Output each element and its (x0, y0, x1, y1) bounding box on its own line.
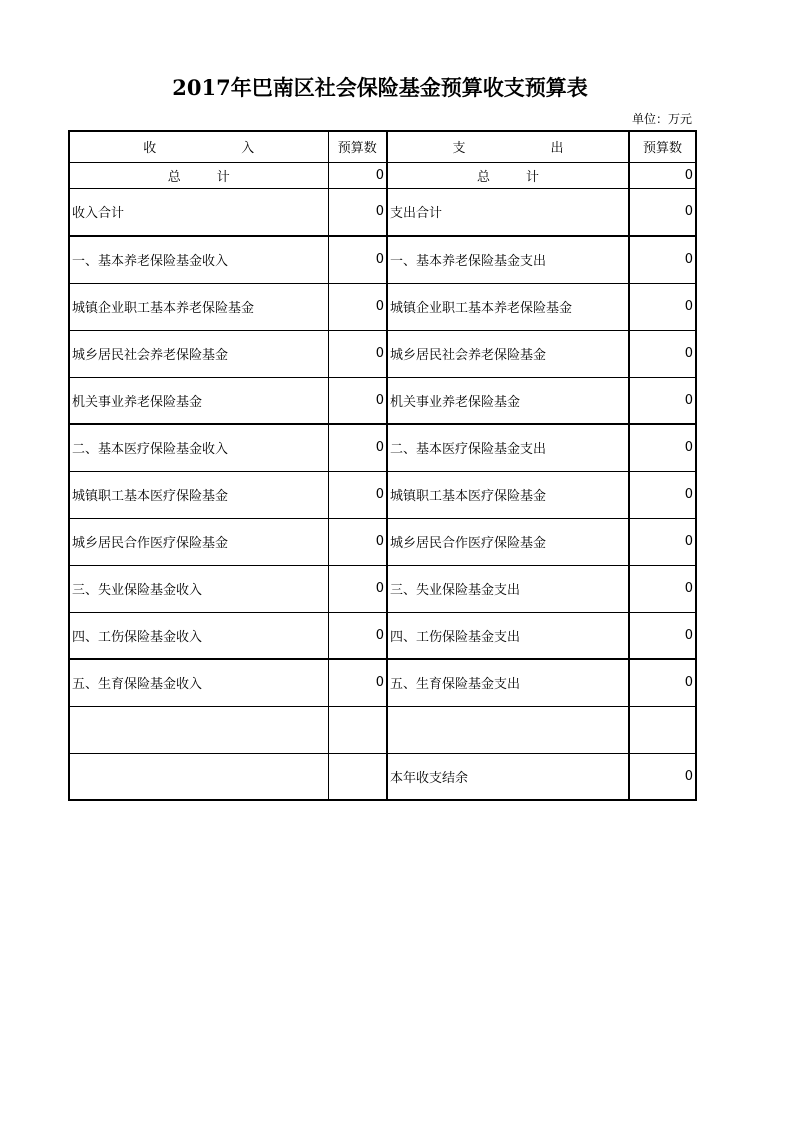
income-item: 城镇职工基本医疗保险基金 (69, 471, 328, 518)
empty-cell (69, 753, 328, 800)
expense-item: 城乡居民合作医疗保险基金 (387, 518, 629, 565)
expense-item: 四、工伤保险基金支出 (387, 612, 629, 659)
balance-label: 本年收支结余 (387, 753, 629, 800)
income-item: 城乡居民合作医疗保险基金 (69, 518, 328, 565)
table-row (69, 612, 696, 659)
table-row (69, 471, 696, 518)
table-row (69, 565, 696, 612)
income-item: 二、基本医疗保险基金收入 (69, 424, 328, 471)
table-row (69, 188, 696, 236)
expense-value: 0 (629, 424, 696, 471)
empty-cell (328, 753, 387, 800)
income-value: 0 (328, 330, 387, 377)
balance-value: 0 (629, 753, 696, 800)
income-value: 0 (328, 612, 387, 659)
expense-value: 0 (629, 330, 696, 377)
income-item: 四、工伤保险基金收入 (69, 612, 328, 659)
income-value: 0 (328, 471, 387, 518)
empty-cell (629, 706, 696, 753)
table-row (69, 283, 696, 330)
table-row (69, 377, 696, 424)
income-item: 三、失业保险基金收入 (69, 565, 328, 612)
expense-total-label: 总 计 (387, 162, 629, 188)
expense-total-value: 0 (629, 162, 696, 188)
income-value: 0 (328, 377, 387, 424)
expense-value: 0 (629, 236, 696, 283)
empty-cell (328, 706, 387, 753)
income-item: 城乡居民社会养老保险基金 (69, 330, 328, 377)
total-row (69, 162, 696, 188)
expense-value: 0 (629, 565, 696, 612)
expense-header: 支 出 (387, 131, 629, 162)
income-value: 0 (328, 659, 387, 706)
income-item: 收入合计 (69, 188, 328, 236)
expense-item: 五、生育保险基金支出 (387, 659, 629, 706)
expense-value: 0 (629, 659, 696, 706)
income-value: 0 (328, 518, 387, 565)
budget-table (68, 130, 697, 801)
empty-cell (387, 706, 629, 753)
unit-label: 单位：万元 (631, 112, 692, 126)
table-row (69, 424, 696, 471)
income-total-value: 0 (328, 162, 387, 188)
expense-item: 机关事业养老保险基金 (387, 377, 629, 424)
page-title: 2017年巴南区社会保险基金预算收支预算表 (172, 75, 588, 100)
income-item: 城镇企业职工基本养老保险基金 (69, 283, 328, 330)
expense-value: 0 (629, 471, 696, 518)
expense-item: 城镇企业职工基本养老保险基金 (387, 283, 629, 330)
income-value: 0 (328, 283, 387, 330)
income-total-label: 总 计 (69, 162, 328, 188)
income-value: 0 (328, 565, 387, 612)
balance-row (69, 753, 696, 800)
income-value: 0 (328, 236, 387, 283)
expense-budget-header: 预算数 (629, 131, 696, 162)
expense-item: 支出合计 (387, 188, 629, 236)
empty-cell (69, 706, 328, 753)
expense-value: 0 (629, 377, 696, 424)
expense-item: 一、基本养老保险基金支出 (387, 236, 629, 283)
expense-item: 城乡居民社会养老保险基金 (387, 330, 629, 377)
expense-item: 二、基本医疗保险基金支出 (387, 424, 629, 471)
empty-row (69, 706, 696, 753)
table-row (69, 236, 696, 283)
income-item: 机关事业养老保险基金 (69, 377, 328, 424)
table-header-row (69, 131, 696, 162)
income-item: 一、基本养老保险基金收入 (69, 236, 328, 283)
table-row (69, 518, 696, 565)
income-budget-header: 预算数 (328, 131, 387, 162)
income-header: 收 入 (69, 131, 328, 162)
expense-value: 0 (629, 283, 696, 330)
expense-item: 三、失业保险基金支出 (387, 565, 629, 612)
income-value: 0 (328, 188, 387, 236)
table-row (69, 659, 696, 706)
income-value: 0 (328, 424, 387, 471)
expense-value: 0 (629, 612, 696, 659)
income-item: 五、生育保险基金收入 (69, 659, 328, 706)
table-row (69, 330, 696, 377)
expense-value: 0 (629, 518, 696, 565)
expense-item: 城镇职工基本医疗保险基金 (387, 471, 629, 518)
expense-value: 0 (629, 188, 696, 236)
